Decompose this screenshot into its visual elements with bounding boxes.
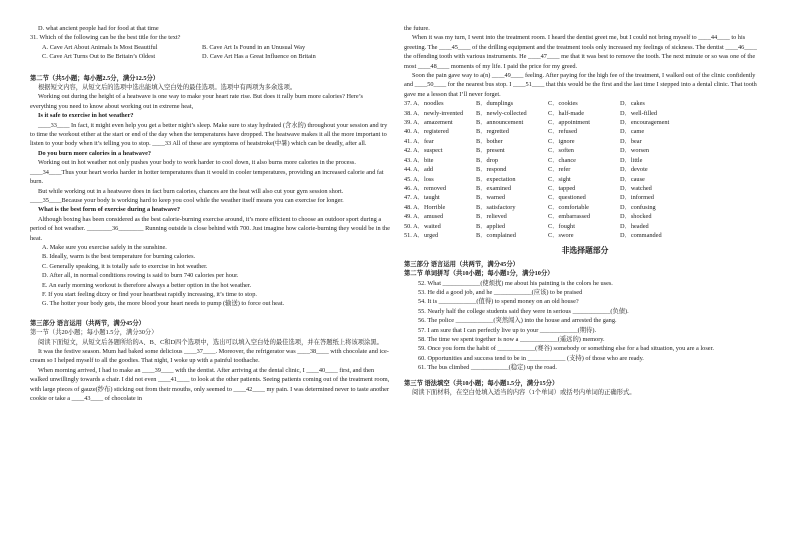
- section3-part2-title: 第三节 语法填空（共10小题；每小题1.5分，满分15分）: [404, 379, 559, 387]
- cloze-option: B．examined: [476, 184, 511, 192]
- cloze-option: D．cakes: [620, 100, 645, 108]
- cloze-option: C．soften: [548, 147, 574, 155]
- cloze-option: B．regretted: [476, 128, 509, 136]
- section3-instruction: 阅读下面短文，从短文后各题所给的A、B、C和D四个选项中，选出可以填入空白处的最佳选项，并在答题纸上将该项涂黑。: [38, 338, 383, 346]
- passage-option: B. Ideally, warm is the best temperature for burning calories.: [42, 253, 196, 261]
- passage-heading-1: Is it safe to exercise in hot weather?: [38, 112, 134, 120]
- q30-option-d: D. what ancient people had for food at that time: [38, 25, 159, 32]
- cloze-option: C．fought: [548, 222, 575, 230]
- fill-item: 60. Opportunities and success tend to be in ____________ (支持) of those who are ready.: [418, 354, 644, 362]
- cloze-option: 47. A．taught: [404, 194, 440, 202]
- cloze-option: C．comfortable: [548, 203, 589, 211]
- passage-para-1: ____33____ In fact, it might even help you get a better night’s sleep. Make sure to stay hydrated (含水的) throughout your session and try to time the workout either at the start or end of the day when the temperatures have dropped. The heatwave makes it all the more important to listen to your body when it’s telling you to stop. ____33 All of these are symptoms of heatstroke(中暑) which can be deadly, after all.: [30, 121, 388, 148]
- cloze-option: B．applied: [476, 222, 506, 230]
- cloze-option: D．confusing: [620, 203, 656, 211]
- cloze-option: B．expectation: [476, 175, 516, 183]
- cloze-option: D．headed: [620, 222, 649, 230]
- fill-item: 53. He did a good job, and he ____________(应该) to be praised: [418, 288, 583, 296]
- cloze-option: D．cause: [620, 175, 645, 183]
- part3-subtitle: 第二节 单词拼写（共10小题；每小题1分，满分10分）: [404, 270, 554, 278]
- cloze-continuation: the future.: [404, 25, 430, 32]
- cloze-option: B．respond: [476, 166, 507, 174]
- cloze-option: B．satisfactory: [476, 203, 516, 211]
- cloze-option: 48. A．Horrible: [404, 203, 446, 211]
- passage-option: A. Make sure you exercise safely in the sunshine.: [42, 243, 167, 251]
- cloze-option: B．complained: [476, 231, 516, 239]
- fill-item: 58. The time we spent together is now a ____________(遥远的) memory.: [418, 336, 605, 343]
- cloze-option: D．shocked: [620, 213, 652, 221]
- fill-item: 52. What ____________(使烦扰) me about his painting is the colors he uses.: [418, 279, 613, 287]
- cloze-option: 50. A．waited: [404, 222, 441, 230]
- cloze-option: 39. A．amazement: [404, 119, 453, 127]
- cloze-para-3: When it was my turn, I went into the treatment room. I heard the dentist greet me, but I could not bring myself to ____44____ to his greeting. The ____45____ of the drilling equipment and the treatment tools only increased my feelings of sickness. The dentist ____46____ the offending tooth with various instruments. He ____47____ me that it was best to remove the tooth. The next minute or so was one of the most ____48____ moments of my life. I paid the price for my greed.: [404, 34, 757, 70]
- fill-item: 55. Nearly half the college students said they were in serious ____________(负债).: [418, 307, 629, 315]
- cloze-option: 45. A．loss: [404, 175, 434, 183]
- passage-option: F. If you start feeling dizzy or find your heartbeat rapidly increasing, it’s time to stop.: [42, 290, 257, 298]
- section3-part2-instruction: 阅读下面材料，在空白处填入适当的内容（1个单词）或括号内单词的正确形式。: [412, 389, 636, 397]
- q31-option-a: A. Cave Art About Animals Is Most Beautiful: [42, 43, 158, 51]
- section2-title: 第二节（共5小题；每小题2.5分，满分12.5分）: [30, 74, 160, 82]
- fill-item: 56. The police ____________(突然闯入) into the house and arrested the gang.: [418, 317, 617, 325]
- fill-item: 57. I am sure that I can perfectly live up to your ____________(期待).: [418, 326, 597, 334]
- passage-heading-3: What is the best form of exercise during a heatwave?: [38, 206, 181, 214]
- section3-subtitle: 第一节（共20小题；每小题1.5分，满分30分）: [30, 329, 158, 337]
- cloze-option: D．informed: [620, 194, 654, 202]
- cloze-option: C．questioned: [548, 194, 586, 202]
- section3-title: 第三部分 语言运用（共两节，满分45分）: [30, 319, 145, 327]
- q31-option-c: C. Cave Art Turns Out to Be Britain’s Oldest: [42, 53, 156, 61]
- cloze-option: D．came: [620, 128, 645, 136]
- cloze-option: 44. A．add: [404, 166, 434, 174]
- cloze-option: C．swore: [548, 231, 574, 239]
- cloze-option: C．ignore: [548, 137, 575, 145]
- cloze-option: B．announcement: [476, 119, 524, 127]
- passage-heading-2: Do you burn more calories in a heatwave?: [38, 149, 152, 157]
- q31-stem: 31. Which of the following can be the best title for the text?: [30, 34, 181, 42]
- cloze-option: 41. A．fear: [404, 137, 434, 145]
- cloze-option: B．warned: [476, 194, 506, 202]
- passage-options: [30, 243, 390, 309]
- cloze-option: B．newly-collected: [476, 109, 527, 117]
- cloze-option: D．well-filled: [620, 109, 658, 117]
- cloze-option: B．present: [476, 147, 505, 155]
- section2-instruction: 根据短文内容，从短文后的选项中选出能填入空白处的最佳选项。选项中有两项为多余选项。: [38, 84, 297, 92]
- passage-option: C. Generally speaking, it is totally safe to exercise in hot weather.: [42, 262, 208, 270]
- cloze-option: C．chance: [548, 156, 576, 164]
- cloze-option: D．devote: [620, 166, 648, 174]
- cloze-option: D．worsen: [620, 147, 650, 155]
- cloze-option: C．half-made: [548, 109, 585, 117]
- part3-title: 第三部分 语言运用（共两节，满分45分）: [404, 260, 519, 268]
- right-column: [404, 0, 766, 397]
- cloze-para-2: When morning arrived, I had to make an ____39____ with the dentist. After arriving at the dental clinic, I ____40____ first, and then walked unwillingly towards a chair. I did not even ____41____ to look at the other patients. Seeing patients coming out of the treatment room, with large pieces of gauze(纱布) sticking out from their mouths, only seemed to ____42____ my pain. I was determined never to taste another cookie or take a ____43____ of chocolate in: [30, 366, 390, 403]
- cloze-option: C．tapped: [548, 184, 576, 192]
- cloze-option: 38. A．newly-invented: [404, 109, 464, 117]
- fill-item: 61. The bus climbed ____________(稳定) up the road.: [418, 364, 557, 372]
- cloze-option: C．refused: [548, 128, 578, 136]
- cloze-option: D．watched: [620, 184, 652, 192]
- left-column: [30, 0, 390, 403]
- cloze-option: B．relieved: [476, 213, 507, 221]
- passage-para-2: Working out in hot weather not only pushes your body to work harder to cool down, it also burns more calories in the process. ____34____Thus your heart works harder in hotter temperatures than it would in cooler temperatures, providing an increased calorie and fat burn.: [30, 159, 384, 186]
- cloze-para-4: Soon the pain gave way to a(n) ____49____ feeling. After paying for the high fee of the treatment, I walked out of the clinic confidently and ____50____ for the nearest bus stop. I ____51____ that this would be the first and the last time I stepped into a dental clinic. That tooth gave me a lesson that I’ll never forget.: [404, 72, 757, 98]
- cloze-option: D．commanded: [620, 231, 662, 239]
- passage-para-3: But while working out in a heatwave does in fact burn calories, chances are the heat will also cut your gym session short. ____35____Because your body is working hard to keep you cool while the weather itself means you can exercise for longer.: [30, 187, 344, 204]
- cloze-option: D．bear: [620, 137, 642, 145]
- q31-options: [30, 43, 390, 62]
- passage-option: D. After all, in normal conditions rowing is said to burn 740 calories per hour.: [42, 272, 239, 280]
- cloze-para-1: It was the festive season. Mum had baked some delicious ____37____. Moreover, the refrigerator was ____38____ with chocolate and ice-cream so I helped myself to all the goodies. That night, I woke up with a painful toothache.: [30, 348, 389, 365]
- q31-option-d: D. Cave Art Has a Great Influence on Britain: [202, 53, 316, 61]
- cloze-option: C．appointment: [548, 119, 590, 127]
- cloze-option: C．sight: [548, 175, 571, 183]
- fill-item: 59. Once you form the habit of ____________(赛谷) somebody or something else for a bad situation, you are a loser.: [418, 345, 714, 353]
- cloze-option: 43. A．bite: [404, 156, 434, 164]
- fill-item: 54. It is ____________(值得) to spend money on an old house?: [418, 298, 579, 306]
- passage-option: E. An early morning workout is therefore always a better option in the hot weather.: [42, 281, 252, 289]
- cloze-option: D．little: [620, 156, 643, 164]
- cloze-options-table: [404, 99, 766, 240]
- passage-intro: Working out during the height of a heatwave is one way to make your heart rate rise. But does it rally burn more calories? Here’s everything you need to know about working out in extreme heat,: [30, 93, 363, 110]
- cloze-option: C．refer: [548, 166, 571, 174]
- q31-option-b: B. Cave Art Is Found in an Unusual Way: [202, 43, 306, 51]
- cloze-option: 42. A．suspect: [404, 147, 443, 155]
- passage-para-4: Although boxing has been considered as the best calorie-burning exercise around, it’s more efficient to choose an outdoor sport during a period of hot weather. ________36________ Running outside is close behind with 700. Just imagine how calorie-burning they would be in the heat.: [30, 215, 390, 242]
- cloze-option: B．bother: [476, 137, 503, 145]
- cloze-option: 51. A．urged: [404, 231, 439, 239]
- cloze-option: 49. A．amused: [404, 213, 444, 221]
- cloze-option: C．embarrassed: [548, 213, 590, 221]
- cloze-option: 37. A．noodles: [404, 100, 444, 108]
- cloze-option: 40. A．registered: [404, 128, 449, 136]
- nonchoice-section-title: 非选择题部分: [561, 246, 609, 256]
- cloze-option: B．dumplings: [476, 100, 514, 108]
- passage-option: G. The hotter your body gets, the more blood your heart needs to pump (输送) to force out heat.: [42, 300, 285, 308]
- cloze-option: C．cookies: [548, 100, 578, 108]
- cloze-option: 46. A．removed: [404, 184, 446, 192]
- cloze-option: B．drop: [476, 156, 499, 164]
- cloze-option: D．encouragement: [620, 119, 670, 127]
